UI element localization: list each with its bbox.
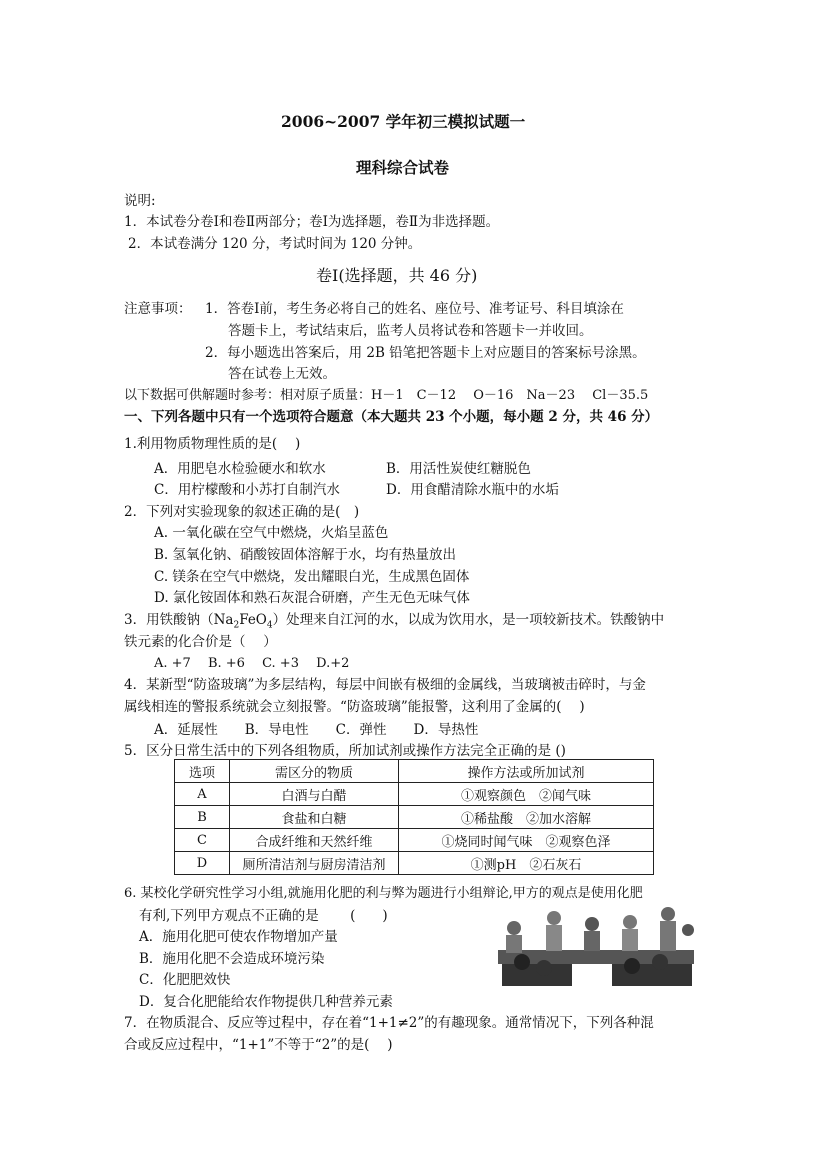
- q6-stem-1: 6. 某校化学研究性学习小组,就施用化肥的利与弊为题进行小组辩论,甲方的观点是使用化肥: [124, 886, 643, 901]
- q3-sub-2: 4: [266, 620, 273, 631]
- table-cell: 合成纤维和天然纤维: [230, 829, 399, 852]
- q6-option-d: D．复合化肥能给农作物提供几种营养元素: [139, 994, 393, 1010]
- q4-stem-2: 属线相连的警报系统就会立刻报警。“防盗玻璃”能报警，这利用了金属的( ): [124, 699, 585, 715]
- table-cell: B: [175, 806, 230, 829]
- table-cell: ①测pH ②石灰石: [399, 852, 654, 875]
- q3-stem: [124, 608, 664, 631]
- q6-option-b: B．施用化肥不会造成环境污染: [139, 951, 325, 967]
- q7-stem-2: 合或反应过程中，“1+1”不等于“2”的是( ): [124, 1037, 393, 1053]
- table-cell: C: [175, 829, 230, 852]
- table-cell: 白酒与白醋: [230, 783, 399, 806]
- q2-option-b: B. 氢氧化钠、硝酸铵固体溶解于水，均有热量放出: [154, 547, 457, 563]
- table-cell: 食盐和白糖: [230, 806, 399, 829]
- q3-stem-mid: FeO: [239, 612, 267, 628]
- notice-1b: 答题卡上，考试结束后，监考人员将试卷和答题卡一并收回。: [228, 323, 593, 339]
- q3-sub-1: 2: [233, 620, 240, 631]
- table-row: [175, 852, 654, 875]
- q6-option-c: C．化肥肥效快: [139, 972, 231, 988]
- q5-table: [174, 759, 654, 875]
- debate-illustration: [492, 904, 702, 990]
- q1-option-c: C．用柠檬酸和小苏打自制汽水: [154, 482, 340, 498]
- q4-stem-1: 4．某新型“防盗玻璃”为多层结构，每层中间嵌有极细的金属线，当玻璃被击碎时，与金: [124, 677, 646, 693]
- q2-option-c: C. 镁条在空气中燃烧，发出耀眼白光，生成黑色固体: [154, 569, 470, 585]
- table-cell: A: [175, 783, 230, 806]
- atomic-mass-data: 以下数据可供解题时参考：相对原子质量：H－1 C－12 O－16 Na－23 Cl－35.5: [124, 388, 649, 403]
- table-cell: D: [175, 852, 230, 875]
- table-row: [175, 806, 654, 829]
- notice-2b: 答在试卷上无效。: [228, 366, 336, 382]
- q1-option-b: B．用活性炭使红糖脱色: [386, 461, 531, 477]
- instructions-label: 说明:: [124, 193, 156, 209]
- table-cell: ①烧同时闻气味 ②观察色泽: [399, 829, 654, 852]
- q5-stem: 5．区分日常生活中的下列各组物质，所加试剂或操作方法完全正确的是 (): [124, 743, 566, 759]
- q2-option-a: A. 一氧化碳在空气中燃烧，火焰呈蓝色: [154, 525, 389, 541]
- table-header-row: [175, 760, 654, 783]
- instruction-line-1: 1．本试卷分卷Ⅰ和卷Ⅱ两部分；卷Ⅰ为选择题，卷Ⅱ为非选择题。: [124, 214, 500, 230]
- q1-stem: 1.利用物质物理性质的是( ): [124, 436, 301, 452]
- table-header-cell: 选项: [175, 760, 230, 783]
- q6-option-a: A．施用化肥可使农作物增加产量: [139, 929, 338, 945]
- section-heading: 卷Ⅰ(选择题，共 46 分): [316, 266, 478, 285]
- notice-1a: 1．答卷Ⅰ前，考生务必将自己的姓名、座位号、准考证号、科目填涂在: [205, 301, 624, 317]
- exam-subtitle: 理科综合试卷: [356, 158, 450, 177]
- q2-option-d: D. 氯化铵固体和熟石灰混合研磨，产生无色无味气体: [154, 590, 470, 606]
- table-cell: ①观察颜色 ②闻气味: [399, 783, 654, 806]
- notice-label: 注意事项：: [124, 301, 192, 317]
- q1-option-a: A．用肥皂水检验硬水和软水: [154, 461, 326, 477]
- exam-title: 2006~2007 学年初三模拟试题一: [281, 112, 526, 131]
- notice-2a: 2．每小题选出答案后，用 2B 铅笔把答题卡上对应题目的答案标号涂黑。: [205, 345, 646, 361]
- q6-stem-2: 有利,下列甲方观点不正确的是 ( ): [139, 908, 388, 924]
- q4-options: A．延展性 B．导电性 C．弹性 D．导热性: [154, 722, 479, 738]
- q7-stem-1: 7．在物质混合、反应等过程中，存在着“1+1≠2”的有趣现象。通常情况下，下列各种混: [124, 1015, 654, 1031]
- q2-stem: 2．下列对实验现象的叙述正确的是( ): [124, 504, 360, 520]
- q3-stem-post: ）处理来自江河的水，以成为饮用水，是一项较新技术。铁酸钠中: [272, 612, 665, 628]
- table-cell: ①稀盐酸 ②加水溶解: [399, 806, 654, 829]
- table-cell: 厕所清洁剂与厨房清洁剂: [230, 852, 399, 875]
- q1-option-d: D．用食醋清除水瓶中的水垢: [386, 482, 559, 498]
- part-heading: 一、下列各题中只有一个选项符合题意（本大题共 23 个小题，每小题 2 分，共 46 分）: [124, 409, 659, 425]
- q3-stem-2: 铁元素的化合价是（ ）: [124, 634, 277, 650]
- table-row: [175, 783, 654, 806]
- q3-stem-pre: 3．用铁酸钠（Na: [124, 612, 234, 628]
- table-header-cell: 操作方法或所加试剂: [399, 760, 654, 783]
- table-header-cell: 需区分的物质: [230, 760, 399, 783]
- q3-options: A. +7 B. +6 C. +3 D.+2: [154, 656, 350, 671]
- instruction-line-2: 2．本试卷满分 120 分，考试时间为 120 分钟。: [128, 236, 422, 252]
- table-row: [175, 829, 654, 852]
